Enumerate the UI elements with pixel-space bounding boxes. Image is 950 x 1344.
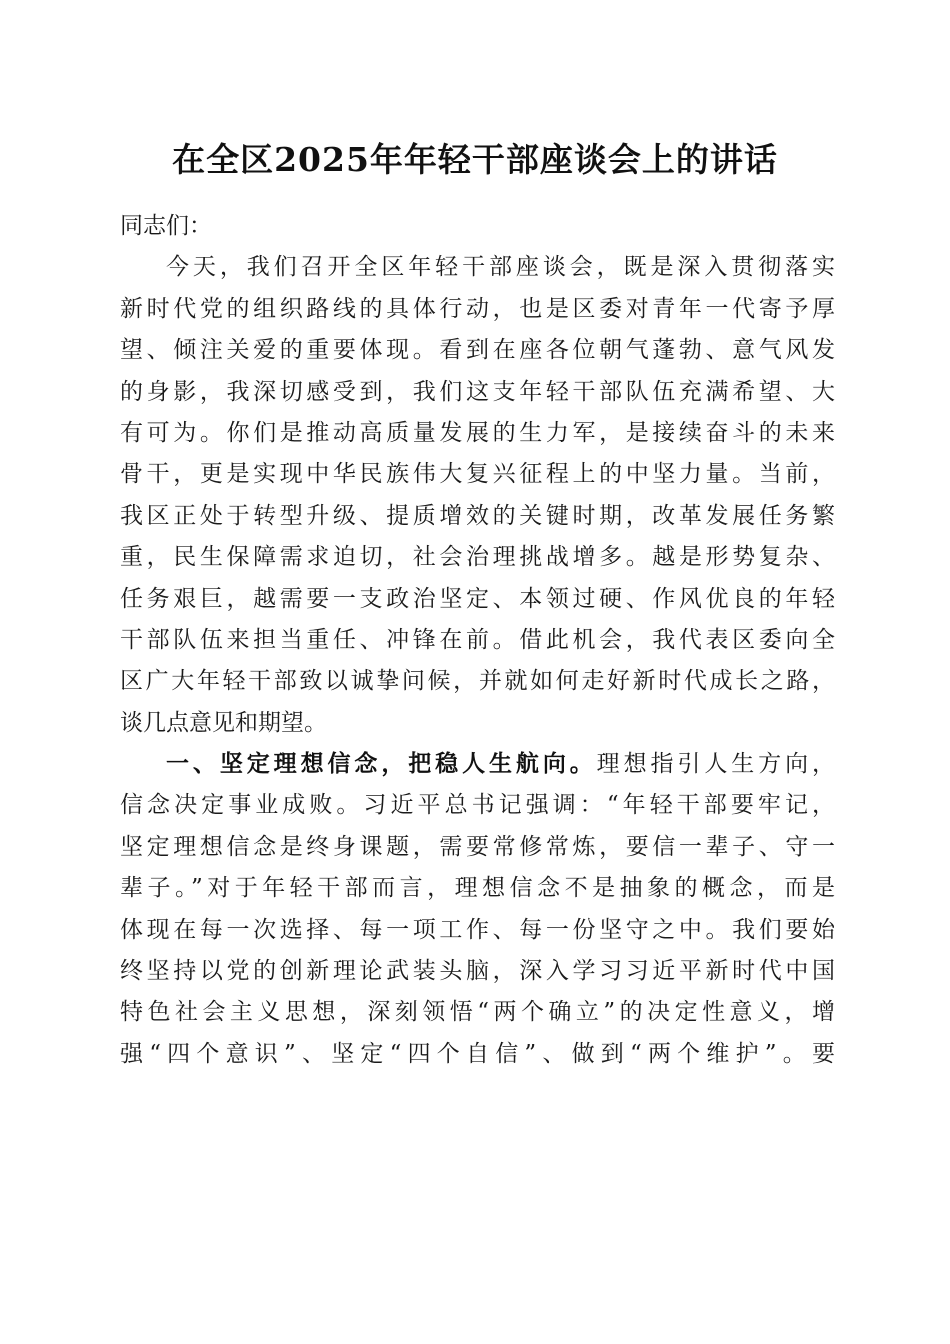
section-heading: 一、坚定理想信念，把稳人生航向。	[166, 751, 597, 778]
salutation: 同志们：	[120, 213, 212, 239]
paragraph-line: 坚定理想信念是终身课题，需要常修常炼，要信一辈子、守一	[120, 833, 835, 860]
section-one	[120, 744, 835, 1075]
paragraph-line: 骨干，更是实现中华民族伟大复兴征程上的中坚力量。当前，	[120, 461, 835, 488]
paragraph-line: 体现在每一次选择、每一项工作、每一份坚守之中。我们要始	[120, 916, 835, 943]
paragraph-line: 谈几点意见和期望。	[120, 709, 327, 736]
paragraph-line: 强“四个意识”、坚定“四个自信”、做到“两个维护”。要	[120, 1040, 835, 1067]
paragraph-line: 干部队伍来担当重任、冲锋在前。借此机会，我代表区委向全	[120, 626, 835, 653]
paragraph-line: 我区正处于转型升级、提质增效的关键时期，改革发展任务繁	[120, 502, 835, 529]
paragraph-line: 任务艰巨，越需要一支政治坚定、本领过硬、作风优良的年轻	[120, 585, 835, 612]
paragraph-line: 的身影，我深切感受到，我们这支年轻干部队伍充满希望、大	[120, 378, 835, 405]
paragraph-line: 特色社会主义思想，深刻领悟“两个确立”的决定性意义，增	[120, 999, 835, 1026]
section-text: 理想指引人生方向，	[596, 751, 836, 778]
paragraph-line: 终坚持以党的创新理论武装头脑，深入学习习近平新时代中国	[120, 958, 835, 985]
paragraph-line: 区广大年轻干部致以诚挚问候，并就如何走好新时代成长之路，	[120, 668, 835, 695]
document-body	[120, 206, 835, 1075]
paragraph-line: 辈子。”对于年轻干部而言，理想信念不是抽象的概念，而是	[120, 875, 835, 902]
section-one-first-line	[120, 744, 835, 785]
paragraph-line: 望、倾注关爱的重要体现。看到在座各位朝气蓬勃、意气风发	[120, 337, 835, 364]
paragraph-line: 有可为。你们是推动高质量发展的生力军，是接续奋斗的未来	[120, 419, 835, 446]
paragraph-line: 信念决定事业成败。习近平总书记强调：“年轻干部要牢记，	[120, 792, 835, 819]
paragraph-line: 重，民生保障需求迫切，社会治理挑战增多。越是形势复杂、	[120, 544, 835, 571]
paragraph-line: 今天，我们召开全区年轻干部座谈会，既是深入贯彻落实	[166, 254, 835, 281]
paragraph-line: 新时代党的组织路线的具体行动，也是区委对青年一代寄予厚	[120, 295, 835, 322]
paragraph-opening	[120, 247, 835, 744]
document-title: 在全区2025年年轻干部座谈会上的讲话	[172, 140, 778, 179]
